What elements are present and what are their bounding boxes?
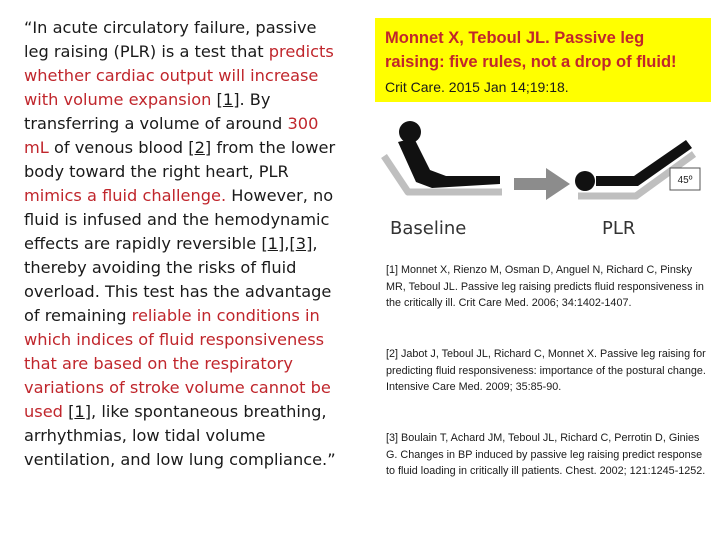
plr-illustration (372, 118, 712, 248)
quote-highlight: reliable in conditions in which indices of fluid responsiveness that are based on the respiratory variations of stroke volume cannot be used (24, 306, 331, 421)
quote-text: ] from the lower body toward the right heart, PLR (24, 138, 336, 181)
baseline-patient-figure (384, 121, 502, 192)
quote-text: ], thereby avoiding the risks of fluid overload. This test has the advantage of remaining (24, 234, 332, 325)
citation-source: Crit Care. 2015 Jan 14;19:18. (385, 79, 569, 95)
arrow-icon (514, 168, 570, 200)
reference-3: [3] Boulain T, Achard JM, Teboul JL, Richard C, Perrotin D, Ginies G. Changes in BP induced by passive leg raising predict response to fluid loading in critically ill patients. Chest. 2002; 121:1245-1252. (386, 432, 706, 477)
quote-text: of venous blood [ (48, 138, 195, 157)
reference-link[interactable]: 1 (222, 90, 234, 109)
citation-title: Monnet X, Teboul JL. Passive leg raising: five rules, not a drop of fluid! (385, 29, 677, 71)
angle-box (670, 168, 700, 190)
baseline-label: Baseline (390, 218, 467, 239)
quote-text: However, no fluid is infused and the hemodynamic effects are rapidly reversible [ (24, 186, 334, 253)
quote-text: ],[ (277, 234, 296, 253)
citation-box (375, 18, 711, 102)
reference-link[interactable]: 2 (194, 138, 205, 157)
quote-highlight: predicts whether cardiac output will increase with volume expansion (24, 42, 334, 109)
quote-text: [ (211, 90, 223, 109)
reference-link[interactable]: 1 (74, 402, 85, 421)
quote-text: “In acute circulatory failure, passive leg raising (PLR) is a test that (24, 18, 317, 61)
reference-1: [1] Monnet X, Rienzo M, Osman D, Anguel N, Richard C, Pinsky MR, Teboul JL. Passive leg raising predicts fluid responsiveness in the critically ill. Crit Care Med. 2006; 34:1402-1407. (386, 264, 704, 309)
quote-highlight: 300 mL (24, 114, 319, 157)
plr-label: PLR (602, 218, 636, 239)
quote-text: [ (62, 402, 75, 421)
reference-link[interactable]: 3 (295, 234, 307, 253)
quote-highlight: mimics a fluid challenge. (24, 186, 227, 205)
reference-link[interactable]: 1 (267, 234, 278, 253)
quote-paragraph (24, 16, 344, 472)
quote-text: ]. By transferring a volume of around (24, 90, 288, 133)
reference-2: [2] Jabot J, Teboul JL, Richard C, Monnet X. Passive leg raising for predicting fluid responsiveness: importance of the postural change. Intensive Care Med. 2009; 35:85-90. (386, 348, 706, 393)
quote-text: ], like spontaneous breathing, arrhythmias, low tidal volume ventilation, and low lung compliance.” (24, 402, 336, 469)
angle-label: 45º (677, 175, 693, 186)
